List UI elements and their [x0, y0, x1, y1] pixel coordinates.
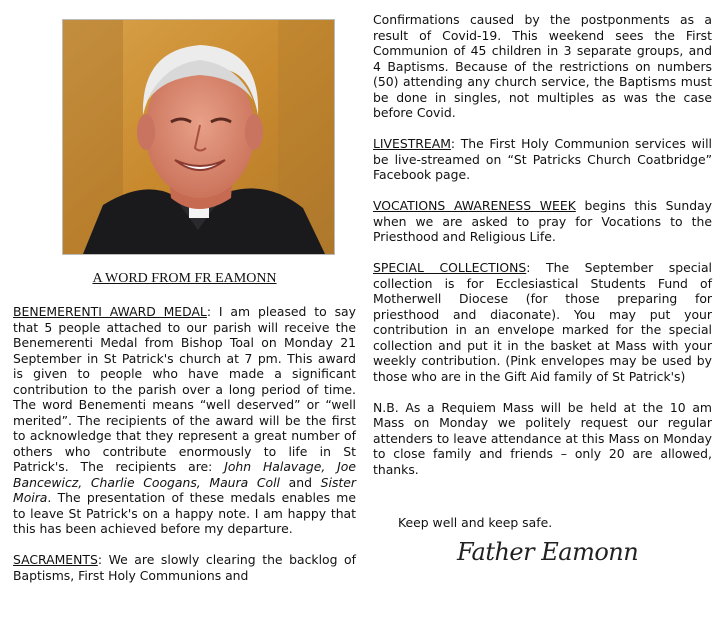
award-last-recipient: Sister Moira [13, 474, 356, 505]
award-text-1: : I am pleased to say that 5 people attached to our parish will receive the Benemerenti Medal from Bishop Toal on Monday 21 September in St Patrick's church at 7 pm. This award is given to people who have made a significant contribution to the parish over a long period of time. The word Benementi means “well deserved” or “well merited”. The recipients of the award will be the first to acknowledge that they represent a great number of others who contribute enormously to life in St Patrick's. The recipients are: [13, 304, 356, 474]
sacraments-paragraph [13, 552, 356, 583]
collections-heading: SPECIAL COLLECTIONS [373, 260, 527, 275]
award-heading: BENEMERENTI AWARD MEDAL [13, 304, 207, 319]
sacraments-text: : We are slowly clearing the backlog of Baptisms, First Holy Communions and [13, 552, 356, 583]
vocations-paragraph [373, 198, 712, 245]
award-paragraph [13, 304, 356, 537]
livestream-paragraph [373, 136, 712, 183]
vocations-heading: VOCATIONS AWARENESS WEEK [373, 198, 576, 213]
livestream-heading: LIVESTREAM [373, 136, 451, 151]
requiem-paragraph: N.B. As a Requiem Mass will be held at the 10 am Mass on Monday we politely request our regular attenders to leave attendance at this Mass on Monday to close family and friends – only 20 are allowed, thanks. [373, 399, 712, 477]
award-recipients: John Halavage, Joe Bancewicz, Charlie Coogans, Maura Coll [13, 459, 357, 490]
livestream-text: : The First Holy Communion services will be live-streamed on “St Patricks Church Coatbridge” Facebook page. [373, 136, 712, 182]
sacraments-continued: Confirmations caused by the postponments as a result of Covid-19. This weekend sees the First Communion of 45 children in 3 separate groups, and 4 Baptisms. Because of the restrictions on numbers (50) attending any church service, the Baptisms must be done in singles, not multiples as was the case before Covid. [373, 12, 712, 120]
award-text-2: . The presentation of these medals enables me to leave St Patrick's on a happy note. I am happy that this has been achieved before my departure. [13, 490, 356, 536]
award-and: and [280, 474, 321, 490]
collections-text: : The September special collection is for Ecclesiastical Students Fund of Motherwell Diocese (for those preparing for priesthood and diaconate). You may put your contribution in an envelope marked for the special collection and put it in the basket at Mass with your weekly contribution. (Pink envelopes may be used by those who are in the Gift Aid family of St Patrick's) [373, 260, 713, 384]
closing-line: Keep well and keep safe. [398, 515, 553, 530]
left-column [13, 304, 356, 599]
portrait-photo-icon [63, 20, 334, 254]
page-title: A WORD FROM FR EAMONN [92, 271, 277, 286]
collections-paragraph [373, 260, 712, 384]
sacraments-heading: SACRAMENTS [13, 552, 98, 567]
signature: Father Eamonn [457, 538, 639, 566]
priest-portrait-photo [62, 19, 335, 255]
vocations-text: begins this Sunday when we are asked to pray for Vocations to the Priesthood and Religious Life. [373, 198, 712, 244]
right-column [373, 12, 712, 493]
